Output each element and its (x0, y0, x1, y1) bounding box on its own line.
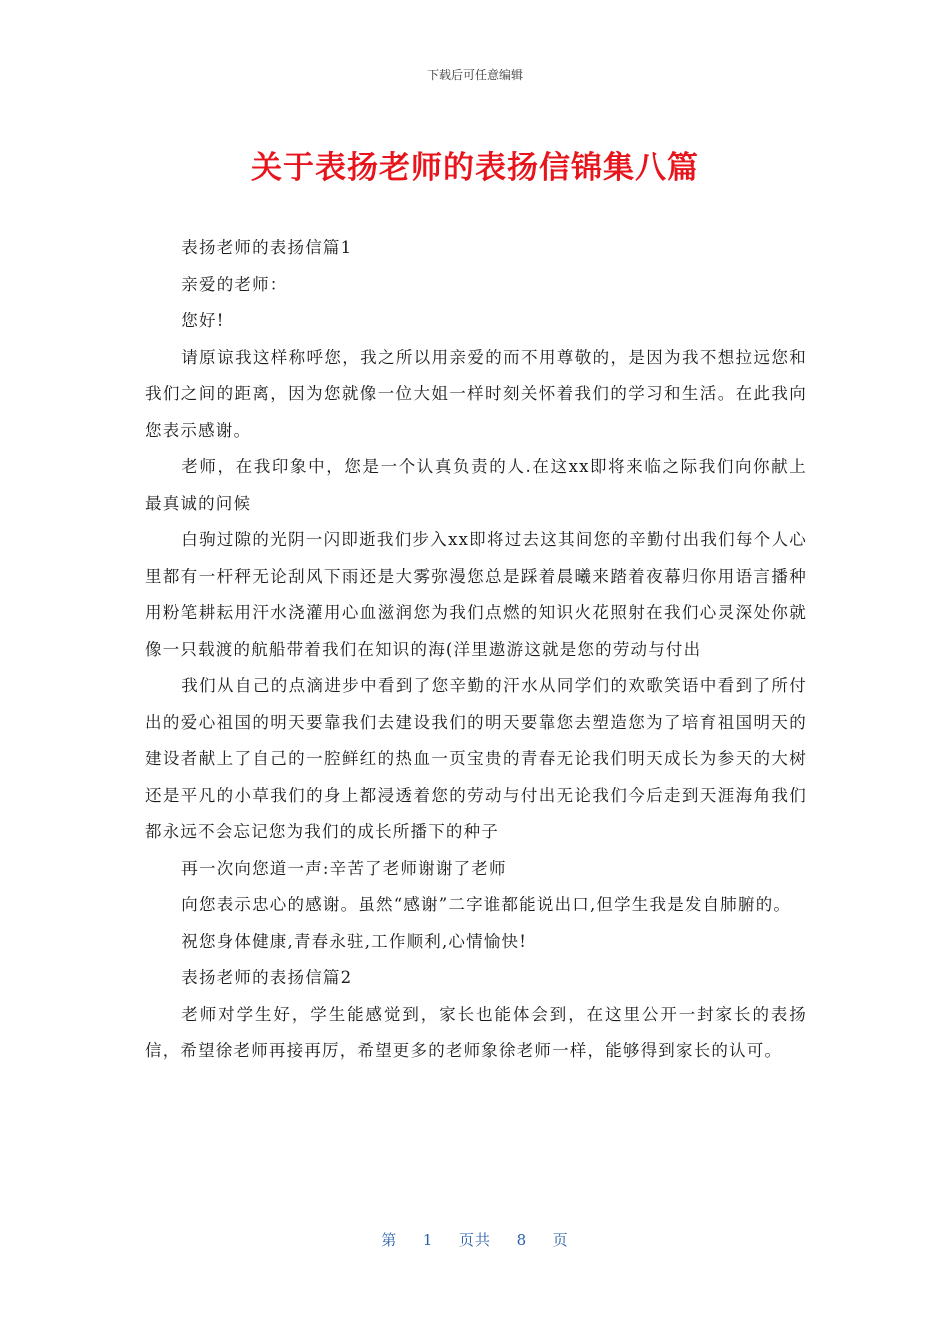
body-paragraph: 再一次向您道一声:辛苦了老师谢谢了老师 (181, 858, 507, 878)
page-footer (0, 1229, 950, 1250)
greeting: 您好! (181, 311, 225, 330)
footer-middle: 页共 (458, 1231, 491, 1249)
document-title: 关于表扬老师的表扬信锦集八篇 (251, 150, 699, 186)
body-paragraph: 老师，在我印象中，您是一个认真负责的人.在这xx即将来临之际我们向你献上最真诚的问候 (145, 457, 807, 513)
section-heading-1: 表扬老师的表扬信篇1 (181, 238, 353, 257)
section-heading-2: 表扬老师的表扬信篇2 (181, 968, 353, 987)
closing-wish: 祝您身体健康,青春永驻,工作顺利,心情愉快! (181, 931, 528, 951)
body-paragraph: 向您表示忠心的感谢。虽然“感谢”二字谁都能说出口,但学生我是发自肺腑的。 (181, 895, 792, 914)
footer-current-page: 1 (422, 1231, 434, 1249)
body-paragraph: 老师对学生好，学生能感觉到，家长也能体会到，在这里公开一封家长的表扬信，希望徐老师再接再厉，希望更多的老师象徐老师一样，能够得到家长的认可。 (145, 1004, 807, 1060)
footer-total-pages: 8 (516, 1231, 528, 1249)
footer-suffix: 页 (552, 1231, 569, 1249)
body-paragraph: 我们从自己的点滴进步中看到了您辛勤的汗水从同学们的欢歌笑语中看到了所付出的爱心祖国的明天要靠我们去建设我们的明天要靠您去塑造您为了培育祖国明天的建设者献上了自己的一腔鲜红的热血一页宝贵的青春无论我们明天成长为参天的大树还是平凡的小草我们的身上都浸透着您的劳动与付出无论我们今后走到天涯海角我们都永远不会忘记您为我们的成长所播下的种子 (145, 676, 807, 841)
body-paragraph: 白驹过隙的光阴一闪即逝我们步入xx即将过去这其间您的辛勤付出我们每个人心里都有一杆秤无论刮风下雨还是大雾弥漫您总是踩着晨曦来踏着夜幕归你用语言播种用粉笔耕耘用汗水浇灌用心血滋润您为我们点燃的知识火花照射在我们心灵深处你就像一只载渡的航船带着我们在知识的海(洋里遨游这就是您的劳动与付出 (145, 530, 807, 659)
header-note: 下载后可任意编辑 (426, 68, 523, 82)
body-paragraph: 请原谅我这样称呼您，我之所以用亲爱的而不用尊敬的，是因为我不想拉远您和我们之间的距离，因为您就像一位大姐一样时刻关怀着我们的学习和生活。在此我向您表示感谢。 (145, 347, 807, 440)
document-body (145, 230, 807, 1070)
salutation: 亲爱的老师： (181, 274, 288, 294)
footer-prefix: 第 (381, 1231, 398, 1249)
